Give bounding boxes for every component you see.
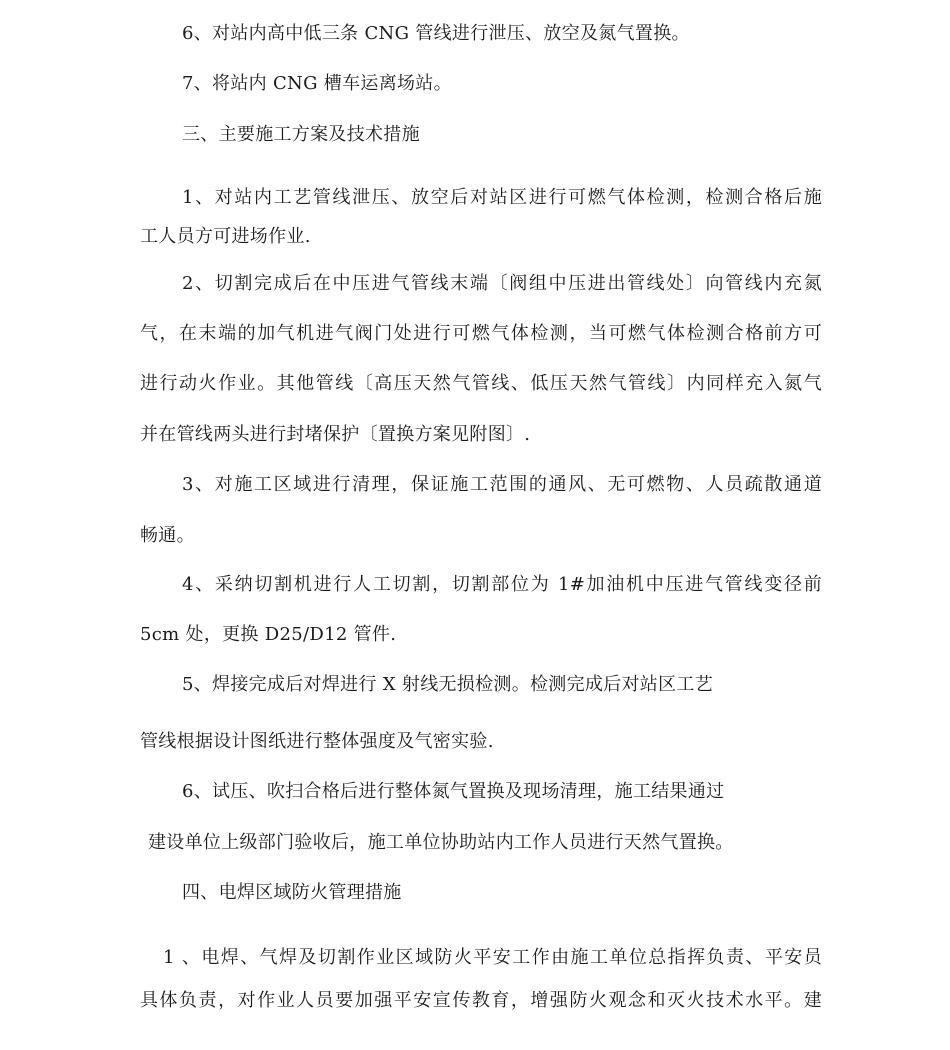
text-line: 气，在末端的加气机进气阀门处进行可燃气体检测，当可燃气体检测合格前方可 [140,323,822,344]
text-line: 1 、电焊、气焊及切割作业区域防火平安工作由施工单位总指挥负责、平安员 [163,947,822,968]
section-heading: 四、电焊区域防火管理措施 [182,882,402,903]
text-line: 建设单位上级部门验收后，施工单位协助站内工作人员进行天然气置换。 [148,832,734,853]
text-line: 6、对站内高中低三条 CNG 管线进行泄压、放空及氮气置换。 [182,23,690,44]
section-heading: 三、主要施工方案及技术措施 [182,124,420,145]
text-line: 2、切割完成后在中压进气管线末端〔阀组中压进出管线处〕向管线内充氮 [182,273,822,294]
text-line: 管线根据设计图纸进行整体强度及气密实验. [140,731,494,752]
text-line: 6、试压、吹扫合格后进行整体氮气置换及现场清理，施工结果通过 [182,781,725,802]
text-line: 工人员方可进场作业. [140,226,311,247]
text-line: 4、采纳切割机进行人工切割，切割部位为 1#加油机中压进气管线变径前 [182,574,822,595]
text-line: 7、将站内 CNG 槽车运离场站。 [182,73,452,94]
text-line: 并在管线两头进行封堵保护〔置换方案见附图〕. [140,424,531,445]
text-line: 具体负责，对作业人员要加强平安宣传教育，增强防火观念和灭火技术水平。建 [140,990,822,1011]
text-line: 5、焊接完成后对焊进行 X 射线无损检测。检测完成后对站区工艺 [182,674,714,695]
text-line: 5cm 处，更换 D25/D12 管件. [140,624,397,645]
text-line: 进行动火作业。其他管线〔高压天然气管线、低压天然气管线〕内同样充入氮气 [140,373,822,394]
text-line: 3、对施工区域进行清理，保证施工范围的通风、无可燃物、人员疏散通道 [182,474,822,495]
text-line: 1、对站内工艺管线泄压、放空后对站区进行可燃气体检测，检测合格后施 [182,187,822,208]
text-line: 畅通。 [140,525,195,546]
